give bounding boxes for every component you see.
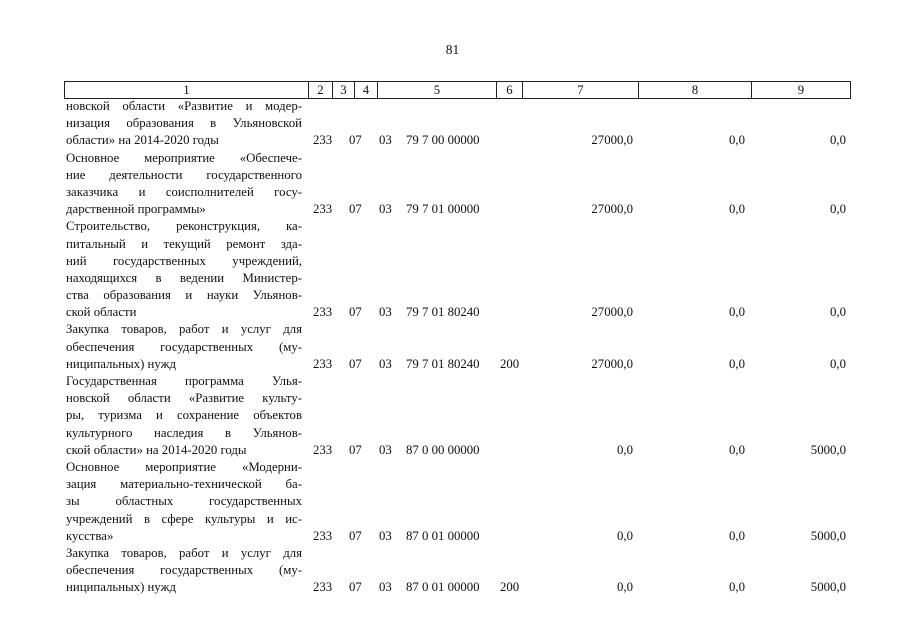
cell-c7: 27000,0: [591, 202, 633, 217]
cell-c6: 200: [500, 356, 520, 371]
cell-c8: 0,0: [729, 580, 745, 595]
cell-c7: 27000,0: [591, 356, 633, 371]
header-col-3: 3: [332, 82, 354, 98]
cell-c6: 200: [500, 580, 520, 595]
description-line: Закупка товаров, работ и услуг для: [66, 322, 302, 337]
description-line: дарственной программы»: [66, 202, 206, 217]
description-line: обеспечения государственных (му-: [66, 339, 302, 354]
description-line: культурного наследия в Ульянов-: [66, 425, 302, 440]
cell-c5: 79 7 00 00000: [406, 133, 480, 148]
table-header: [64, 81, 851, 99]
header-col-7: 7: [522, 82, 638, 98]
cell-c5: 79 7 01 80240: [406, 356, 480, 371]
description-line: заказчика и соисполнителей госу-: [66, 184, 302, 199]
cell-c9: 0,0: [830, 133, 846, 148]
table-row: [0, 98, 905, 150]
cell-c9: 0,0: [830, 305, 846, 320]
cell-c2: 233: [313, 133, 333, 148]
table-row: [0, 321, 905, 373]
cell-c2: 233: [313, 528, 333, 543]
cell-c9: 5000,0: [810, 580, 846, 595]
table-row: [0, 150, 905, 219]
header-col-1: 1: [64, 82, 308, 98]
cell-c3: 07: [349, 442, 362, 457]
cell-c5: 79 7 01 00000: [406, 202, 480, 217]
cell-c4: 03: [379, 442, 392, 457]
description-line: ской области: [66, 305, 137, 320]
cell-c3: 07: [349, 305, 362, 320]
description-line: кусства»: [66, 528, 114, 543]
description-line: ний государственных учреждений,: [66, 253, 302, 268]
cell-c2: 233: [313, 305, 333, 320]
cell-c8: 0,0: [729, 442, 745, 457]
description-line: зация материально-технической ба-: [66, 477, 302, 492]
cell-c5: 87 0 01 00000: [406, 580, 480, 595]
cell-c8: 0,0: [729, 202, 745, 217]
page-number: 81: [445, 42, 460, 57]
cell-c4: 03: [379, 202, 392, 217]
header-col-5: 5: [377, 82, 496, 98]
row-description: [66, 321, 302, 373]
cell-c3: 07: [349, 528, 362, 543]
cell-c2: 233: [313, 580, 333, 595]
description-line: находящихся в ведении Министер-: [66, 270, 302, 285]
description-line: ниципальных) нужд: [66, 580, 176, 595]
row-description: [66, 373, 302, 459]
row-description: [66, 545, 302, 597]
cell-c3: 07: [349, 580, 362, 595]
cell-c2: 233: [313, 356, 333, 371]
row-description: [66, 150, 302, 219]
cell-c5: 79 7 01 80240: [406, 305, 480, 320]
row-description: [66, 218, 302, 321]
header-col-9: 9: [751, 82, 851, 98]
description-line: ние деятельности государственного: [66, 167, 302, 182]
cell-c8: 0,0: [729, 133, 745, 148]
cell-c8: 0,0: [729, 528, 745, 543]
description-line: Закупка товаров, работ и услуг для: [66, 545, 302, 560]
cell-c9: 5000,0: [810, 442, 846, 457]
cell-c2: 233: [313, 442, 333, 457]
cell-c4: 03: [379, 528, 392, 543]
cell-c5: 87 0 01 00000: [406, 528, 480, 543]
cell-c9: 0,0: [830, 356, 846, 371]
header-col-8: 8: [638, 82, 751, 98]
table-body: [0, 98, 905, 596]
description-line: питальный и текущий ремонт зда-: [66, 236, 302, 251]
cell-c9: 0,0: [830, 202, 846, 217]
description-line: области» на 2014-2020 годы: [66, 133, 219, 148]
cell-c7: 27000,0: [591, 305, 633, 320]
cell-c9: 5000,0: [810, 528, 846, 543]
cell-c7: 0,0: [617, 528, 633, 543]
table-row: [0, 545, 905, 597]
cell-c8: 0,0: [729, 356, 745, 371]
row-description: [66, 98, 302, 150]
description-line: обеспечения государственных (му-: [66, 563, 302, 578]
description-line: ской области» на 2014-2020 годы: [66, 442, 247, 457]
description-line: Государственная программа Улья-: [66, 374, 302, 388]
cell-c4: 03: [379, 580, 392, 595]
cell-c4: 03: [379, 133, 392, 148]
cell-c7: 0,0: [617, 580, 633, 595]
cell-c8: 0,0: [729, 305, 745, 320]
cell-c4: 03: [379, 305, 392, 320]
cell-c3: 07: [349, 202, 362, 217]
description-line: учреждений в сфере культуры и ис-: [66, 511, 302, 526]
table-row: [0, 218, 905, 321]
cell-c5: 87 0 00 00000: [406, 442, 480, 457]
header-col-6: 6: [496, 82, 522, 98]
cell-c3: 07: [349, 356, 362, 371]
cell-c4: 03: [379, 356, 392, 371]
description-line: ства образования и науки Ульянов-: [66, 288, 302, 303]
table-row: [0, 373, 905, 459]
description-line: Основное мероприятие «Обеспече-: [66, 150, 302, 165]
description-line: ры, туризма и сохранение объектов: [66, 408, 302, 423]
cell-c3: 07: [349, 133, 362, 148]
description-line: Строительство, реконструкция, ка-: [66, 219, 302, 234]
row-description: [66, 459, 302, 545]
header-col-2: 2: [308, 82, 332, 98]
description-line: ниципальных) нужд: [66, 356, 176, 371]
description-line: новской области «Развитие культу-: [66, 391, 302, 406]
cell-c7: 0,0: [617, 442, 633, 457]
header-col-4: 4: [354, 82, 377, 98]
description-line: зы областных государственных: [66, 494, 302, 509]
description-line: низация образования в Ульяновской: [66, 116, 302, 131]
description-line: новской области «Развитие и модер-: [66, 99, 302, 113]
cell-c2: 233: [313, 202, 333, 217]
table-row: [0, 459, 905, 545]
cell-c7: 27000,0: [591, 133, 633, 148]
description-line: Основное мероприятие «Модерни-: [66, 459, 302, 474]
